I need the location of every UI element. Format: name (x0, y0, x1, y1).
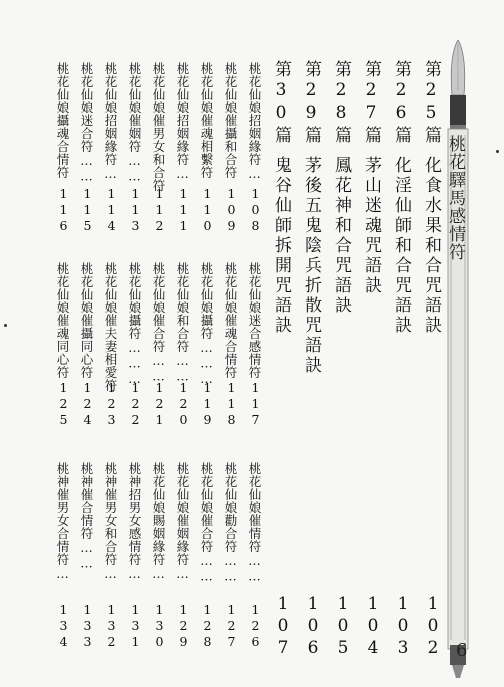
entry-page: 134 (56, 602, 71, 650)
chapter-label: 第29篇 (301, 60, 321, 146)
entry-page: 116 (56, 186, 71, 234)
entry-text: 桃花仙娘催情符…… (247, 462, 262, 584)
entry-text: 桃花仙娘催攝和合符 (223, 62, 238, 179)
entry-text: 桃花仙娘招姻緣符… (247, 62, 262, 182)
entry-text: 桃花仙娘和合符…… (175, 262, 190, 384)
entry-page: 121 (152, 380, 167, 428)
entry-page: 129 (176, 602, 191, 650)
entry-page: 112 (152, 186, 167, 234)
chapter-title: 化食水果和合咒語訣 (421, 156, 441, 336)
entry-text: 桃神催男女合情符… (55, 462, 70, 582)
entry-text: 桃花仙娘迷合符…… (79, 62, 94, 184)
chapter-label: 第26篇 (391, 60, 411, 146)
entry-text: 桃花仙娘催男女和合符 (151, 62, 166, 192)
entry-text: 桃花仙娘催姻符…… (127, 62, 142, 184)
entry-text: 桃花仙娘攝魂合情符 (55, 62, 70, 179)
scan-speck (496, 150, 499, 153)
entry-text: 桃花仙娘迷合感情符 (247, 262, 262, 379)
chapter-page: 102 (423, 594, 443, 660)
entry-page: 122 (128, 380, 143, 428)
entry-text: 桃花仙娘攝符……… (199, 262, 214, 387)
entry-text: 桃神催合情符…… (79, 462, 94, 571)
entry-page: 131 (128, 602, 143, 650)
page-number: 6 (456, 640, 468, 661)
chapter-title: 鬼谷仙師拆開咒語訣 (271, 156, 291, 336)
chapter-page: 107 (273, 594, 293, 660)
entry-page: 111 (176, 186, 191, 234)
entry-text: 桃花仙娘招姻緣符… (175, 62, 190, 182)
entry-page: 114 (104, 186, 119, 234)
entry-page: 120 (176, 380, 191, 428)
entry-text: 桃花仙娘賜姻緣符… (151, 462, 166, 582)
chapter-page: 104 (363, 594, 383, 660)
entry-text: 桃花仙娘催攝同心符 (79, 262, 94, 379)
chapter-item (330, 60, 352, 316)
entry-text: 桃花仙娘攝符……… (127, 262, 142, 387)
entry-page: 115 (80, 186, 95, 234)
entry-page: 117 (248, 380, 263, 428)
brush-title: 桃花驛馬感情符 (445, 135, 465, 261)
entry-page: 110 (200, 186, 215, 234)
chapter-item (360, 60, 382, 296)
entry-page: 113 (128, 186, 143, 234)
entry-text: 桃花仙娘催魂相繫符 (199, 62, 214, 179)
chapter-item (420, 60, 442, 336)
chapter-item (390, 60, 412, 336)
entry-page: 125 (56, 380, 71, 428)
chapter-item (300, 60, 322, 376)
entry-page: 132 (104, 602, 119, 650)
entry-page: 123 (104, 380, 119, 428)
chapter-label: 第27篇 (361, 60, 381, 146)
chapter-item (270, 60, 292, 336)
entry-text: 桃花仙娘勸合符…… (223, 462, 238, 584)
entry-page: 124 (80, 380, 95, 428)
entry-page: 108 (248, 186, 263, 234)
entry-page: 133 (80, 602, 95, 650)
entry-page: 118 (224, 380, 239, 428)
entry-text: 桃花仙娘催夫妻相愛符 (103, 262, 118, 392)
entry-text: 桃神催男女和合符… (103, 462, 118, 582)
chapter-page: 105 (333, 594, 353, 660)
chapter-label: 第30篇 (271, 60, 291, 146)
entry-text: 桃花仙娘催合符…… (151, 262, 166, 384)
chapter-label: 第25篇 (421, 60, 441, 146)
entry-text: 桃花仙娘催姻緣符… (175, 462, 190, 582)
chapter-page: 103 (393, 594, 413, 660)
chapter-title: 茅山迷魂咒語訣 (361, 156, 381, 296)
entry-page: 109 (224, 186, 239, 234)
entry-page: 126 (248, 602, 263, 650)
chapter-title: 化淫仙師和合咒語訣 (391, 156, 411, 336)
chapter-title: 鳳花神和合咒語訣 (331, 156, 351, 316)
entry-text: 桃花仙娘催魂同心符 (55, 262, 70, 379)
entry-text: 桃花仙娘催合符…… (199, 462, 214, 584)
entry-text: 桃花仙娘催魂合情符 (223, 262, 238, 379)
entry-page: 128 (200, 602, 215, 650)
entry-text: 桃花仙娘招姻緣符… (103, 62, 118, 182)
entry-page: 119 (200, 380, 215, 428)
chapter-label: 第28篇 (331, 60, 351, 146)
entry-text: 桃神招男女感情符… (127, 462, 142, 582)
entry-page: 127 (224, 602, 239, 650)
chapter-title: 茅後五鬼陰兵折散咒語訣 (301, 156, 321, 376)
scan-speck (4, 324, 7, 327)
chapter-page: 106 (303, 594, 323, 660)
entry-page: 130 (152, 602, 167, 650)
